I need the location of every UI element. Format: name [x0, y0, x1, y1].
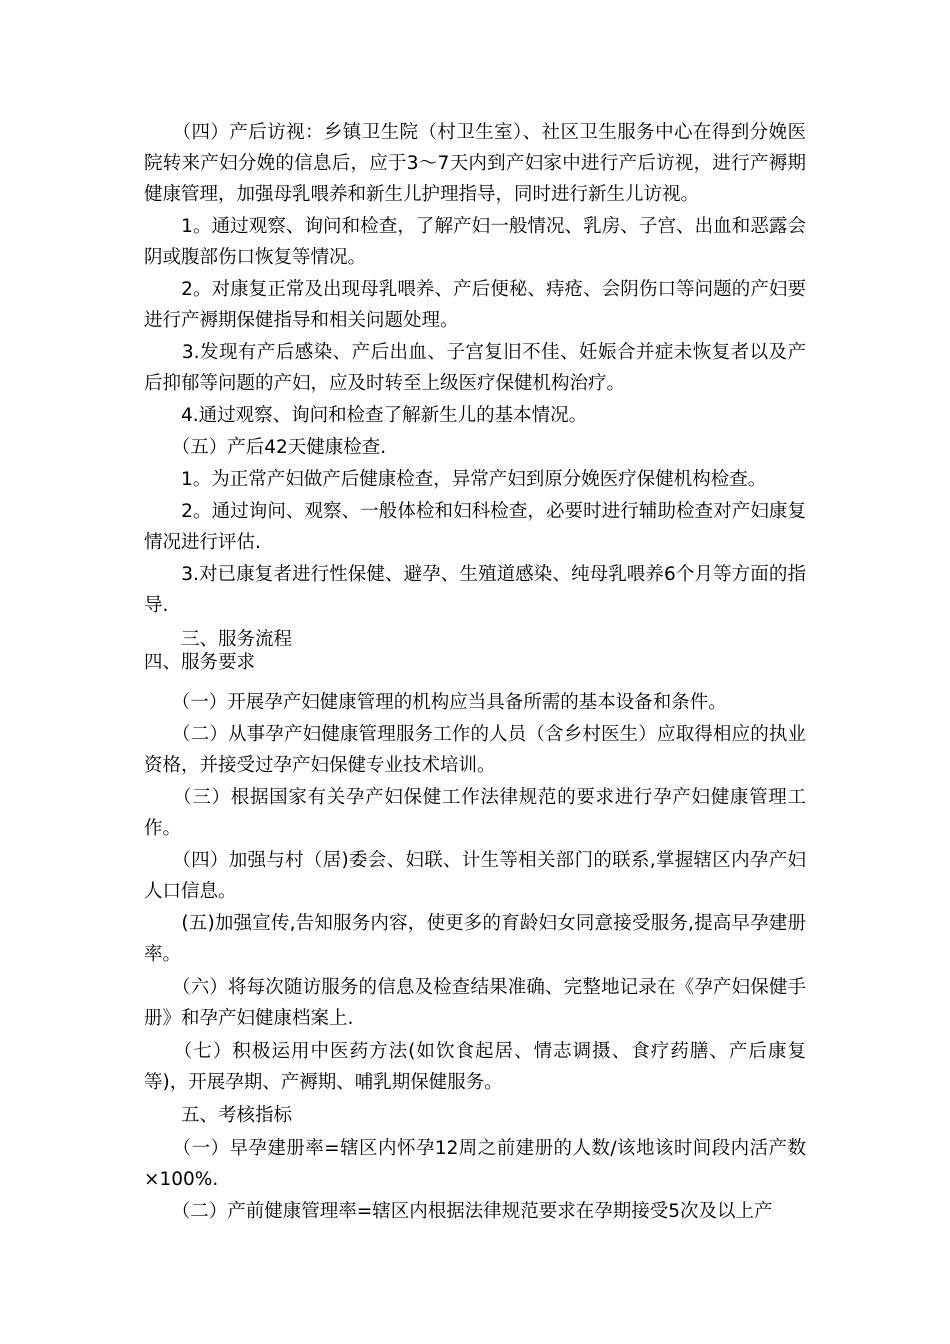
paragraph-requirement-1: （一）开展孕产妇健康管理的机构应当具备所需的基本设备和条件。 — [144, 692, 727, 713]
paragraph-visit-item-4: 4.通过观察、询问和检查了解新生儿的基本情况。 — [144, 405, 588, 426]
paragraph-requirement-3: （三）根据国家有关孕产妇保健工作法律规范的要求进行孕产妇健康管理工作。 — [144, 787, 806, 839]
heading-service-requirements: 四、服务要求 — [144, 652, 256, 673]
paragraph-requirement-5: (五)加强宣传,告知服务内容，使更多的育龄妇女同意接受服务,提高早孕建册率。 — [144, 913, 806, 965]
paragraph-requirement-2: （二）从事孕产妇健康管理服务工作的人员（含乡村医生）应取得相应的执业资格，并接受过孕产妇保健专业技术培训。 — [144, 724, 806, 776]
paragraph-requirement-4: （四）加强与村（居)委会、妇联、计生等相关部门的联系,掌握辖区内孕产妇人口信息。 — [144, 850, 806, 902]
paragraph-check-item-2: 2。通过询问、观察、一般体检和妇科检查，必要时进行辅助检查对产妇康复情况进行评估. — [144, 501, 806, 553]
paragraph-visit-item-1: 1。通过观察、询问和检查，了解产妇一般情况、乳房、子宫、出血和恶露会阴或腹部伤口恢复等情况。 — [144, 216, 806, 268]
paragraph-visit-item-3: 3.发现有产后感染、产后出血、子宫复旧不佳、妊娠合并症未恢复者以及产后抑郁等问题的产妇，应及时转至上级医疗保健机构治疗。 — [144, 342, 806, 394]
paragraph-check-item-3: 3.对已康复者进行性保健、避孕、生殖道感染、纯母乳喂养6个月等方面的指导. — [144, 564, 806, 616]
paragraph-requirement-7: （七）积极运用中医药方法(如饮食起居、情志调摄、食疗药膳、产后康复等)，开展孕期、产褥期、哺乳期保健服务。 — [144, 1041, 806, 1093]
paragraph-postpartum-visit: （四）产后访视：乡镇卫生院（村卫生室）、社区卫生服务中心在得到分娩医院转来产妇分娩的信息后，应于3～7天内到产妇家中进行产后访视，进行产褥期健康管理，加强母乳喂养和新生儿护理指导，同时进行新生儿访视。 — [144, 122, 806, 205]
heading-assessment-indicators: 五、考核指标 — [144, 1105, 293, 1126]
paragraph-indicator-1: （一）早孕建册率=辖区内怀孕12周之前建册的人数/该地该时间段内活产数×100%. — [144, 1138, 806, 1190]
paragraph-visit-item-2: 2。对康复正常及出现母乳喂养、产后便秘、痔疮、会阴伤口等问题的产妇要进行产褥期保健指导和相关问题处理。 — [144, 279, 806, 331]
heading-service-flow: 三、服务流程 — [144, 629, 293, 650]
paragraph-check-item-1: 1。为正常产妇做产后健康检查，异常产妇到原分娩医疗保健机构检查。 — [144, 469, 767, 490]
paragraph-indicator-2: （二）产前健康管理率=辖区内根据法律规范要求在孕期接受5次及以上产 — [144, 1201, 773, 1222]
paragraph-requirement-6: （六）将每次随访服务的信息及检查结果准确、完整地记录在《孕产妇保健手册》和孕产妇健康档案上. — [144, 977, 806, 1029]
paragraph-42-day-check: （五）产后42天健康检查. — [144, 437, 387, 458]
